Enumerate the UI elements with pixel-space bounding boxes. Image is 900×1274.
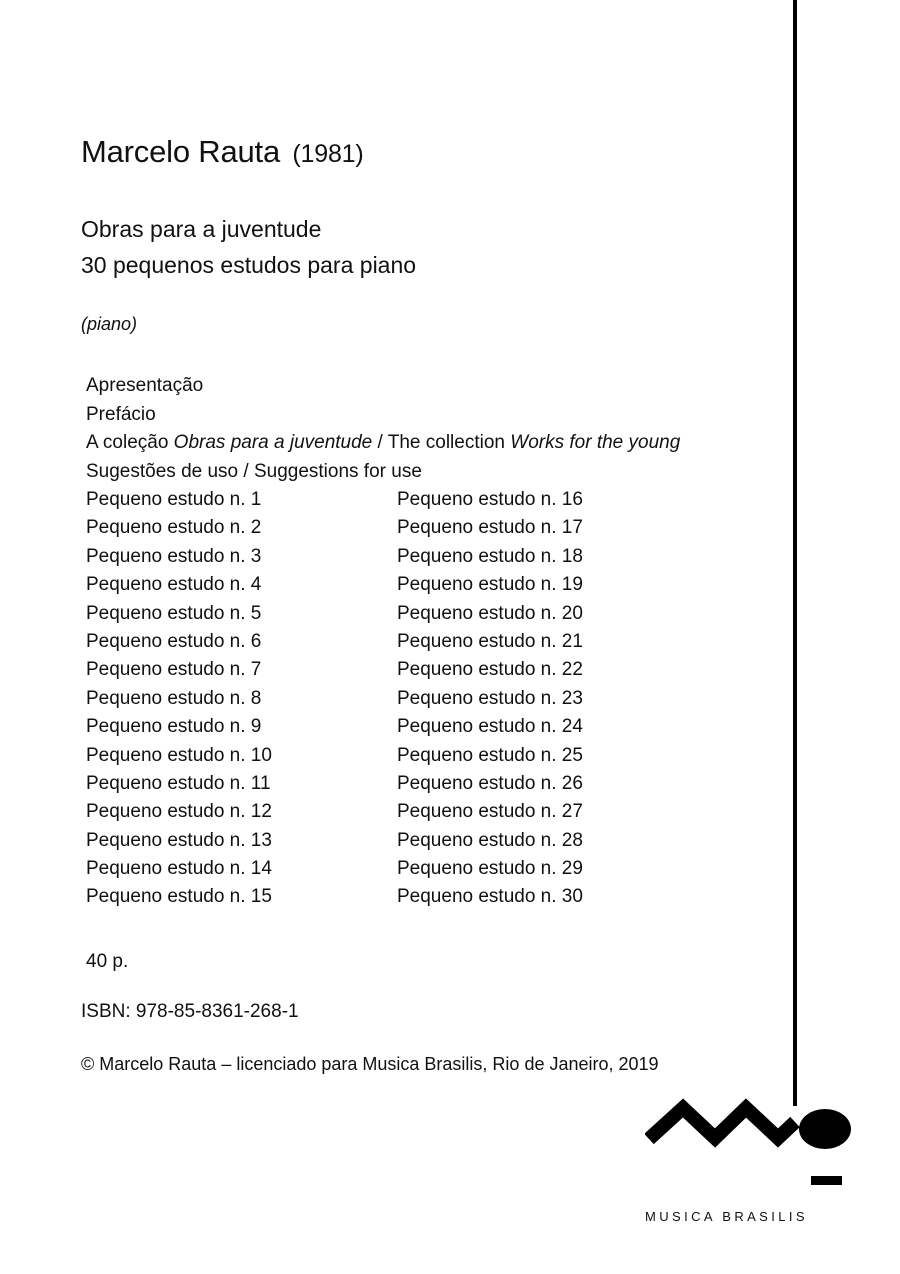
- study-item: Pequeno estudo n. 22: [397, 659, 583, 681]
- toc-suggestions: Sugestões de uso / Suggestions for use: [86, 460, 422, 482]
- instrumentation: (piano): [81, 314, 138, 334]
- work-title: Obras para a juventude: [81, 216, 322, 242]
- study-item: Pequeno estudo n. 11: [86, 772, 271, 794]
- table-of-contents: [86, 372, 708, 912]
- study-item: Pequeno estudo n. 21: [397, 630, 583, 652]
- study-item: Pequeno estudo n. 2: [86, 517, 262, 539]
- toc-collection-part: / The collection: [372, 432, 511, 453]
- study-item: Pequeno estudo n. 3: [86, 545, 262, 567]
- study-item: Pequeno estudo n. 20: [397, 602, 583, 624]
- work-subtitle: 30 pequenos estudos para piano: [81, 252, 417, 278]
- toc-collection: [86, 429, 708, 458]
- toc-collection-title-pt: Obras para a juventude: [173, 432, 373, 453]
- study-item: Pequeno estudo n. 9: [86, 716, 262, 738]
- study-item: Pequeno estudo n. 15: [86, 886, 272, 908]
- study-item: Pequeno estudo n. 1: [86, 489, 262, 510]
- study-item: Pequeno estudo n. 14: [86, 858, 272, 880]
- vertical-divider-line: [793, 0, 797, 1106]
- author-years: (1981): [292, 140, 364, 168]
- copyright: © Marcelo Rauta – licenciado para Musica Brasilis, Rio de Janeiro, 2019: [81, 1054, 659, 1074]
- study-item: Pequeno estudo n. 7: [86, 659, 262, 681]
- study-item: Pequeno estudo n. 25: [397, 744, 583, 766]
- studies-grid: [86, 486, 708, 912]
- study-item: Pequeno estudo n. 13: [86, 829, 272, 851]
- study-item: Pequeno estudo n. 4: [86, 574, 262, 596]
- study-item: Pequeno estudo n. 10: [86, 744, 272, 766]
- study-item: Pequeno estudo n. 23: [397, 687, 583, 709]
- study-item: Pequeno estudo n. 6: [86, 630, 262, 652]
- author-heading: [81, 134, 364, 170]
- study-item: Pequeno estudo n. 12: [86, 801, 272, 823]
- musica-brasilis-logo-icon: [645, 1098, 857, 1190]
- author-name: Marcelo Rauta: [81, 134, 280, 169]
- studies-column-right: [397, 486, 708, 912]
- study-item: Pequeno estudo n. 24: [397, 716, 583, 738]
- study-item: Pequeno estudo n. 29: [397, 858, 583, 880]
- page-count: 40 p.: [86, 951, 129, 972]
- study-item: Pequeno estudo n. 5: [86, 602, 262, 624]
- toc-collection-part: A coleção: [86, 432, 174, 453]
- logo-text: MUSICA BRASILIS: [645, 1209, 808, 1224]
- study-item: Pequeno estudo n. 18: [397, 545, 583, 567]
- study-item: Pequeno estudo n. 28: [397, 829, 583, 851]
- study-item: Pequeno estudo n. 17: [397, 517, 583, 539]
- study-item: Pequeno estudo n. 27: [397, 801, 583, 823]
- study-item: Pequeno estudo n. 16: [397, 489, 583, 510]
- toc-presentation: Apresentação: [86, 375, 204, 396]
- study-item: Pequeno estudo n. 19: [397, 574, 583, 596]
- study-item: Pequeno estudo n. 26: [397, 772, 583, 794]
- study-item: Pequeno estudo n. 30: [397, 886, 583, 908]
- study-item: Pequeno estudo n. 8: [86, 687, 262, 709]
- toc-preface: Prefácio: [86, 403, 156, 425]
- isbn: ISBN: 978-85-8361-268-1: [81, 1001, 299, 1022]
- toc-collection-title-en: Works for the young: [510, 432, 681, 453]
- studies-column-left: [86, 486, 397, 912]
- work-titles: [81, 211, 416, 283]
